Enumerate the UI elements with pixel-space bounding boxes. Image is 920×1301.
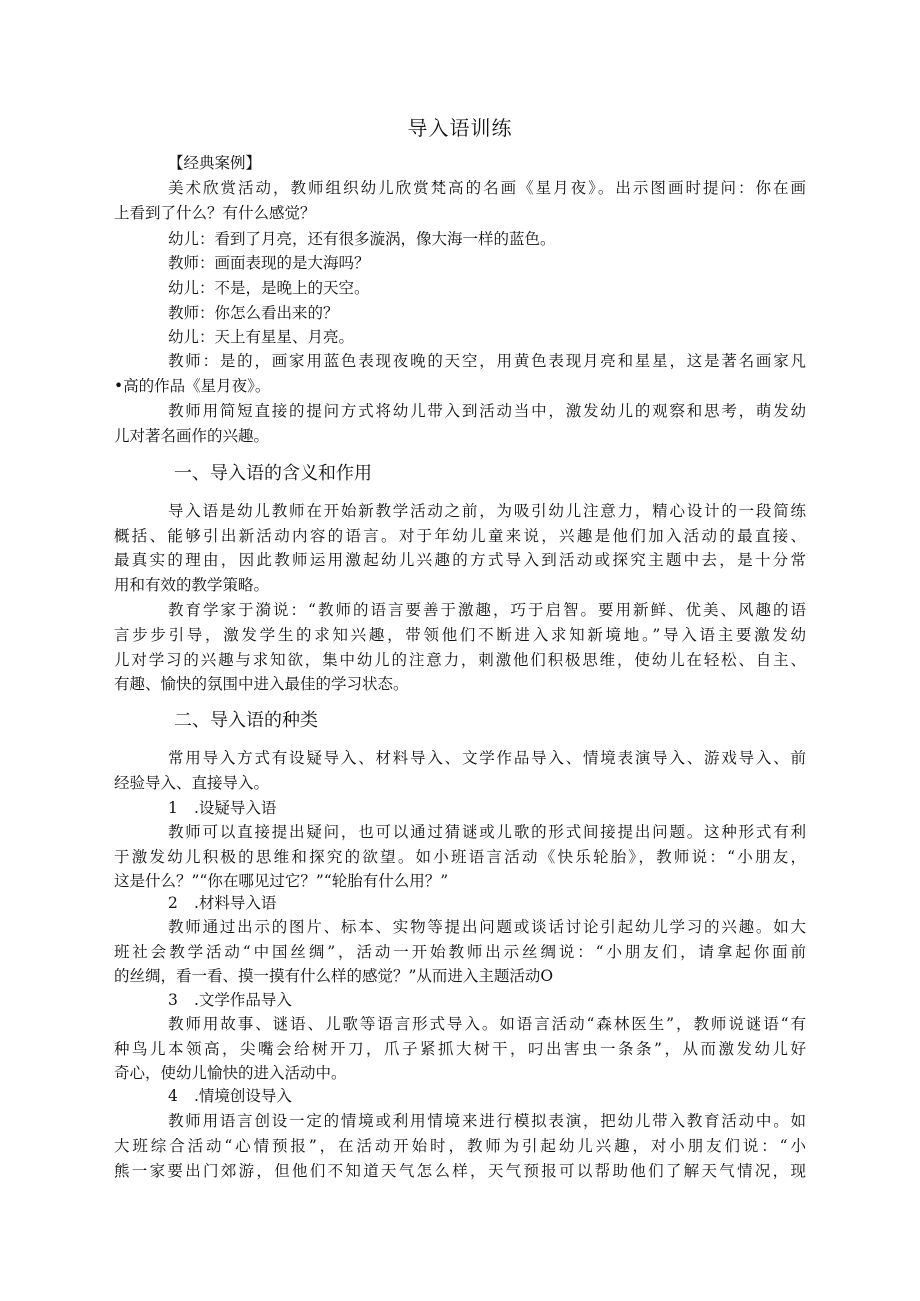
section-1-paragraph-line: 教育学家于漪说：“教师的语言要善于激趣，巧于启智。要用新鲜、优美、风趣的语 (168, 601, 806, 619)
case-paragraph-line: 教师用简短直接的提问方式将幼儿带入到活动当中，激发幼儿的观察和思考，萌发幼 (168, 402, 806, 420)
case-paragraph-line: •高的作品《星月夜》。 (114, 377, 271, 395)
case-paragraph-line: 教师：画面表现的是大海吗？ (168, 254, 370, 272)
list-item-number: 4 (168, 1087, 178, 1105)
list-item-paragraph-line: 教师通过出示的图片、标本、实物等提出问题或谈话讨论引起幼儿学习的兴趣。如大 (168, 918, 806, 936)
list-item-number: 3 (168, 991, 178, 1009)
section-1-paragraph-line: 有趣、愉快的氛围中进入最佳的学习状态。 (114, 675, 409, 693)
list-item-paragraph-line: 大班综合活动“心情预报”，在活动开始时，教师为引起幼儿兴趣，对小朋友们说：“小 (114, 1137, 806, 1155)
section-1-paragraph-line: 用和有效的教学策略。 (114, 576, 270, 594)
list-item-heading (168, 892, 276, 914)
page-title: 导入语训练 (407, 116, 513, 140)
case-paragraph-line: 幼儿：看到了月亮，还有很多漩涡，像大海一样的蓝色。 (168, 230, 556, 248)
section-1-paragraph-line: 言步步引导，激发学生的求知兴趣，带领他们不断进入求知新境地。”导入语主要激发幼 (114, 626, 806, 644)
list-item-paragraph-line: 种鸟儿本领高，尖嘴会给树开刀，爪子紧抓大树干，叼出害虫一条条”，从而激发幼儿好 (114, 1040, 806, 1058)
section-1-paragraph-line: 概括、能够引出新活动内容的语言。对于年幼儿童来说，兴趣是他们加入活动的最直接、 (114, 527, 806, 545)
list-item-heading (168, 1085, 292, 1107)
case-paragraph-line: 幼儿：不是，是晚上的天空。 (168, 279, 370, 297)
list-item-heading (168, 797, 276, 819)
list-item-paragraph-line: 教师用故事、谜语、儿歌等语言形式导入。如语言活动“森林医生”，教师说谜语“有 (168, 1015, 806, 1033)
list-item-label: .设疑导入语 (194, 799, 277, 817)
list-item-paragraph-line: 教师可以直接提出疑问，也可以通过猜谜或儿歌的形式间接提出问题。这种形式有利 (168, 823, 806, 841)
list-item-label: .情境创设导入 (194, 1087, 292, 1105)
list-item-paragraph-line: 熊一家要出门郊游，但他们不知道天气怎么样，天气预报可以帮助他们了解天气情况，现 (114, 1162, 806, 1180)
section-2-intro-line: 常用导入方式有设疑导入、材料导入、文学作品导入、情境表演导入、游戏导入、前 (168, 749, 806, 767)
list-item-paragraph-line: 这是什么？”“你在哪见过它？”“轮胎有什么用？” (114, 872, 449, 890)
section-2-heading: 二、导入语的种类 (174, 710, 318, 731)
list-item-paragraph-line: 教师用语言创设一定的情境或利用情境来进行模拟表演，把幼儿带入教育活动中。如 (168, 1112, 806, 1130)
list-item-paragraph-line: 于激发幼儿积极的思维和探究的欲望。如小班语言活动《快乐轮胎》，教师说：“小朋友， (114, 848, 806, 866)
list-item-paragraph-line: 的丝绸，看一看、摸一摸有什么样的感觉？”从而进入主题活动O (114, 967, 554, 985)
case-label: 【经典案例】 (168, 154, 262, 172)
case-paragraph-line: 教师：你怎么看出来的？ (168, 304, 339, 322)
section-1-paragraph-line: 儿对学习的兴趣与求知欲，集中幼儿的注意力，刺激他们积极思维，使幼儿在轻松、自主、 (114, 651, 806, 669)
list-item-paragraph-line: 班社会教学活动“中国丝绸”，活动一开始教师出示丝绸说：“小朋友们，请拿起你面前 (114, 943, 806, 961)
list-item-number: 1 (168, 799, 178, 817)
case-paragraph-line: 美术欣赏活动，教师组织幼儿欣赏梵高的名画《星月夜》。出示图画时提问：你在画 (168, 179, 806, 197)
section-1-paragraph-line: 导入语是幼儿教师在开始新教学活动之前，为吸引幼儿注意力，精心设计的一段简练 (168, 502, 806, 520)
list-item-paragraph-line: 奇心，使幼儿愉快的进入活动中。 (114, 1064, 347, 1082)
list-item-label: .文学作品导入 (194, 991, 292, 1009)
list-item-heading (168, 989, 292, 1011)
list-item-number: 2 (168, 894, 178, 912)
section-1-paragraph-line: 最真实的理由，因此教师运用激起幼儿兴趣的方式导入到活动或探究主题中去，是十分常 (114, 551, 806, 569)
case-paragraph-line: 儿对著名画作的兴趣。 (114, 427, 270, 445)
case-paragraph-line: 幼儿：天上有星星、月亮。 (168, 328, 355, 346)
case-paragraph-line: 上看到了什么？有什么感觉？ (114, 204, 316, 222)
section-1-heading: 一、导入语的含义和作用 (174, 463, 372, 484)
case-paragraph-line: 教师：是的，画家用蓝色表现夜晚的天空，用黄色表现月亮和星星，这是著名画家凡 (168, 352, 806, 370)
list-item-label: .材料导入语 (194, 894, 277, 912)
section-2-intro-line: 经验导入、直接导入。 (114, 774, 270, 792)
